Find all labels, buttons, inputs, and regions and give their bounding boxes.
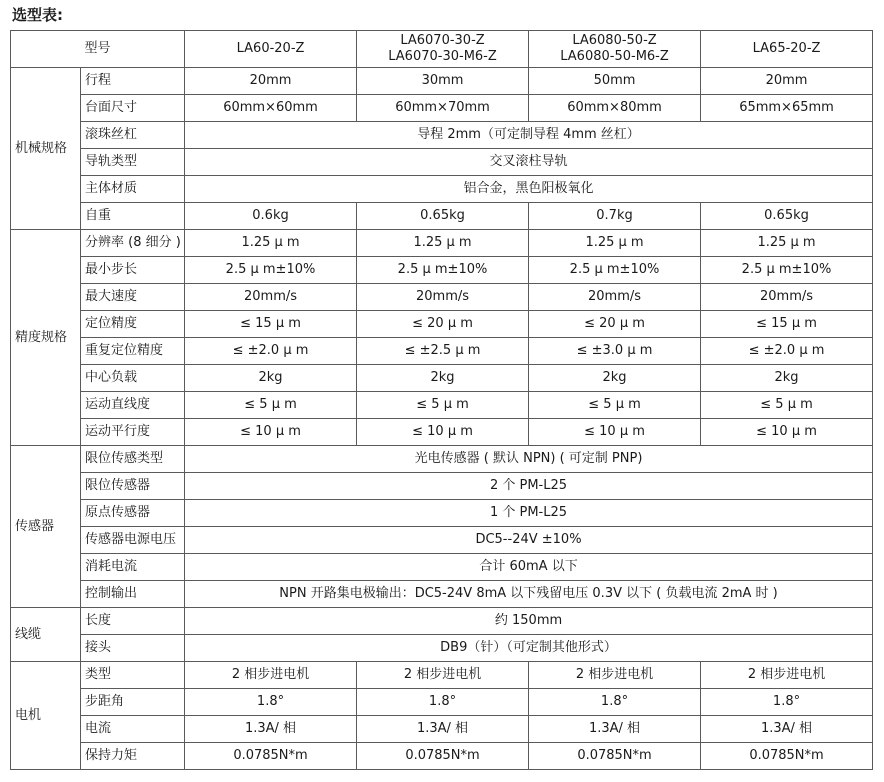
- value-cell: [529, 392, 701, 419]
- cell-value: 65mm×65mm: [739, 100, 834, 115]
- value-cell: [185, 257, 357, 284]
- header-label: 型号: [84, 41, 111, 56]
- param-label-cell: [81, 392, 185, 419]
- shared-value: NPN 开路集电极输出：DC5-24V 8mA 以下残留电压 0.3V 以下 ( 负载电流 2mA 时 ): [279, 586, 778, 601]
- param-label: 主体材质: [85, 181, 138, 196]
- page-title: 选型表:: [12, 6, 63, 24]
- param-label: 长度: [85, 613, 112, 628]
- value-cell: [529, 365, 701, 392]
- cell-value: 1.8°: [256, 694, 285, 709]
- value-cell: [357, 419, 529, 446]
- param-label-cell: [81, 743, 185, 770]
- value-cell: [185, 68, 357, 95]
- cell-value: ≤ ±2.0 μ m: [748, 343, 825, 358]
- shared-value-cell: [185, 581, 873, 608]
- value-cell: [357, 68, 529, 95]
- param-label-cell: [81, 446, 185, 473]
- value-cell: [529, 284, 701, 311]
- table-row: [11, 122, 873, 149]
- param-label-cell: [81, 500, 185, 527]
- value-cell: [529, 338, 701, 365]
- value-cell: [185, 689, 357, 716]
- shared-value-cell: [185, 473, 873, 500]
- param-label: 限位传感类型: [85, 451, 164, 466]
- value-cell: [529, 68, 701, 95]
- table-row: [11, 149, 873, 176]
- value-cell: [357, 392, 529, 419]
- param-label-cell: [81, 68, 185, 95]
- value-cell: [357, 689, 529, 716]
- table-row: [11, 257, 873, 284]
- table-row: [11, 68, 873, 95]
- group-label-cell: [11, 608, 81, 662]
- cell-value: 0.0785N*m: [233, 748, 308, 763]
- value-cell: [185, 338, 357, 365]
- param-label-cell: [81, 473, 185, 500]
- value-cell: [185, 662, 357, 689]
- shared-value-cell: [185, 176, 873, 203]
- table-row: [11, 554, 873, 581]
- param-label-cell: [81, 95, 185, 122]
- table-row: [11, 419, 873, 446]
- param-label-cell: [81, 716, 185, 743]
- param-label-cell: [81, 365, 185, 392]
- value-cell: [357, 95, 529, 122]
- value-cell: [185, 203, 357, 230]
- group-label-cell: [11, 662, 81, 770]
- table-row: [11, 689, 873, 716]
- value-cell: [701, 284, 873, 311]
- value-cell: [529, 257, 701, 284]
- cell-value: 1.25 μ m: [413, 235, 472, 250]
- shared-value: DC5--24V ±10%: [475, 532, 582, 547]
- shared-value-cell: [185, 527, 873, 554]
- value-cell: [357, 716, 529, 743]
- cell-value: ≤ 5 μ m: [588, 397, 641, 412]
- cell-value: 20mm/s: [588, 289, 642, 304]
- cell-value: 1.8°: [600, 694, 629, 709]
- shared-value: 合计 60mA 以下: [479, 559, 578, 574]
- shared-value: 光电传感器 ( 默认 NPN) ( 可定制 PNP): [414, 451, 643, 466]
- param-label: 分辨率 (8 细分 ): [85, 235, 181, 250]
- model-header-cell: [701, 31, 873, 68]
- shared-value-cell: [185, 500, 873, 527]
- value-cell: [185, 419, 357, 446]
- value-cell: [357, 662, 529, 689]
- param-label-cell: [81, 527, 185, 554]
- table-row: [11, 581, 873, 608]
- table-row: [11, 284, 873, 311]
- table-row: [11, 338, 873, 365]
- value-cell: [185, 230, 357, 257]
- value-cell: [357, 338, 529, 365]
- cell-value: 2.5 μ m±10%: [569, 262, 660, 277]
- cell-value: 2 相步进电机: [747, 667, 826, 682]
- cell-value: ≤ ±2.0 μ m: [232, 343, 309, 358]
- param-label: 滚珠丝杠: [85, 127, 138, 142]
- value-cell: [185, 716, 357, 743]
- cell-value: 0.65kg: [420, 208, 465, 223]
- cell-value: 2.5 μ m±10%: [225, 262, 316, 277]
- cell-value: 2.5 μ m±10%: [741, 262, 832, 277]
- cell-value: 0.0785N*m: [405, 748, 480, 763]
- param-label-cell: [81, 230, 185, 257]
- cell-value: ≤ ±3.0 μ m: [576, 343, 653, 358]
- cell-value: 1.25 μ m: [241, 235, 300, 250]
- param-label: 定位精度: [85, 316, 138, 331]
- cell-value: 2 相步进电机: [403, 667, 482, 682]
- param-label: 电流: [85, 721, 112, 736]
- cell-value: ≤ 20 μ m: [584, 316, 645, 331]
- table-row: [11, 608, 873, 635]
- param-label: 运动直线度: [85, 397, 151, 412]
- cell-value: 20mm/s: [416, 289, 470, 304]
- cell-value: 2kg: [602, 370, 627, 385]
- value-cell: [529, 203, 701, 230]
- param-label-cell: [81, 311, 185, 338]
- param-label-cell: [81, 662, 185, 689]
- param-label-cell: [81, 608, 185, 635]
- cell-value: 2.5 μ m±10%: [397, 262, 488, 277]
- table-row: [11, 95, 873, 122]
- value-cell: [701, 365, 873, 392]
- param-label: 类型: [85, 667, 112, 682]
- shared-value: 导程 2mm（可定制导程 4mm 丝杠）: [417, 127, 640, 142]
- group-label-cell: [11, 68, 81, 230]
- param-label-cell: [81, 419, 185, 446]
- model-name: LA60-20-Z: [236, 41, 305, 56]
- value-cell: [701, 716, 873, 743]
- value-cell: [185, 311, 357, 338]
- param-label: 中心负载: [85, 370, 138, 385]
- cell-value: ≤ 5 μ m: [416, 397, 469, 412]
- shared-value: 交叉滚柱导轨: [489, 154, 568, 169]
- model-name: LA65-20-Z: [752, 41, 821, 56]
- cell-value: ≤ 10 μ m: [240, 424, 301, 439]
- cell-value: 50mm: [593, 73, 636, 88]
- value-cell: [701, 230, 873, 257]
- cell-value: ≤ 15 μ m: [756, 316, 817, 331]
- cell-value: 0.7kg: [596, 208, 633, 223]
- param-label-cell: [81, 689, 185, 716]
- cell-value: 20mm/s: [244, 289, 298, 304]
- value-cell: [529, 662, 701, 689]
- value-cell: [185, 743, 357, 770]
- table-row: [11, 716, 873, 743]
- cell-value: 1.3A/ 相: [416, 721, 469, 736]
- model-name: LA6080-50-M6-Z: [560, 49, 669, 64]
- shared-value: 1 个 PM-L25: [489, 505, 568, 520]
- value-cell: [357, 257, 529, 284]
- param-label: 导轨类型: [85, 154, 138, 169]
- table-row: [11, 176, 873, 203]
- cell-value: 1.8°: [772, 694, 801, 709]
- cell-value: ≤ 10 μ m: [412, 424, 473, 439]
- shared-value: 2 个 PM-L25: [489, 478, 568, 493]
- cell-value: ≤ 5 μ m: [760, 397, 813, 412]
- value-cell: [701, 68, 873, 95]
- cell-value: 1.25 μ m: [757, 235, 816, 250]
- cell-value: 2 相步进电机: [575, 667, 654, 682]
- value-cell: [357, 230, 529, 257]
- shared-value-cell: [185, 554, 873, 581]
- shared-value-cell: [185, 149, 873, 176]
- table-row: [11, 473, 873, 500]
- model-header-cell: [185, 31, 357, 68]
- group-label: 线缆: [15, 626, 42, 642]
- param-label-cell: [81, 554, 185, 581]
- cell-value: 1.25 μ m: [585, 235, 644, 250]
- shared-value: 铝合金，黑色阳极氧化: [463, 181, 594, 196]
- model-name: LA6070-30-Z: [400, 33, 485, 48]
- value-cell: [529, 95, 701, 122]
- param-label: 控制输出: [85, 586, 138, 601]
- value-cell: [185, 284, 357, 311]
- shared-value-cell: [185, 122, 873, 149]
- table-row: [11, 230, 873, 257]
- header-label-cell: [11, 31, 185, 68]
- param-label: 传感器电源电压: [85, 532, 177, 547]
- param-label: 步距角: [85, 694, 125, 709]
- value-cell: [357, 743, 529, 770]
- cell-value: 1.8°: [428, 694, 457, 709]
- param-label: 接头: [85, 640, 112, 655]
- table-row: [11, 635, 873, 662]
- cell-value: 30mm: [421, 73, 464, 88]
- value-cell: [529, 230, 701, 257]
- param-label-cell: [81, 122, 185, 149]
- param-label-cell: [81, 149, 185, 176]
- cell-value: 60mm×70mm: [395, 100, 490, 115]
- table-row: [11, 743, 873, 770]
- value-cell: [357, 365, 529, 392]
- cell-value: 2kg: [430, 370, 455, 385]
- cell-value: ≤ ±2.5 μ m: [404, 343, 481, 358]
- cell-value: 20mm: [249, 73, 292, 88]
- param-label: 最小步长: [85, 262, 138, 277]
- cell-value: 20mm: [765, 73, 808, 88]
- header-row: [11, 31, 873, 68]
- value-cell: [701, 311, 873, 338]
- param-label: 重复定位精度: [85, 343, 164, 358]
- model-name: LA6080-50-Z: [572, 33, 657, 48]
- param-label-cell: [81, 203, 185, 230]
- param-label-cell: [81, 257, 185, 284]
- shared-value: DB9（针）（可定制其他形式）: [440, 640, 617, 655]
- group-label: 精度规格: [15, 329, 68, 345]
- value-cell: [701, 689, 873, 716]
- param-label: 台面尺寸: [85, 100, 138, 115]
- param-label: 消耗电流: [85, 559, 138, 574]
- cell-value: 0.0785N*m: [749, 748, 824, 763]
- cell-value: 20mm/s: [760, 289, 814, 304]
- param-label-cell: [81, 284, 185, 311]
- value-cell: [701, 743, 873, 770]
- value-cell: [185, 365, 357, 392]
- table-row: [11, 311, 873, 338]
- value-cell: [701, 95, 873, 122]
- value-cell: [357, 203, 529, 230]
- param-label-cell: [81, 176, 185, 203]
- group-label-cell: [11, 230, 81, 446]
- value-cell: [529, 716, 701, 743]
- table-row: [11, 203, 873, 230]
- param-label: 自重: [85, 208, 112, 223]
- value-cell: [357, 311, 529, 338]
- shared-value: 约 150mm: [494, 613, 563, 628]
- shared-value-cell: [185, 446, 873, 473]
- cell-value: 2kg: [258, 370, 283, 385]
- cell-value: 60mm×60mm: [223, 100, 318, 115]
- param-label: 运动平行度: [85, 424, 151, 439]
- value-cell: [529, 311, 701, 338]
- value-cell: [701, 662, 873, 689]
- cell-value: 1.3A/ 相: [244, 721, 297, 736]
- value-cell: [529, 743, 701, 770]
- spec-table: [10, 30, 873, 770]
- cell-value: ≤ 15 μ m: [240, 316, 301, 331]
- value-cell: [185, 392, 357, 419]
- table-row: [11, 500, 873, 527]
- cell-value: 2kg: [774, 370, 799, 385]
- shared-value-cell: [185, 635, 873, 662]
- param-label-cell: [81, 581, 185, 608]
- cell-value: 2 相步进电机: [231, 667, 310, 682]
- value-cell: [529, 689, 701, 716]
- value-cell: [701, 392, 873, 419]
- cell-value: 1.3A/ 相: [760, 721, 813, 736]
- model-name: LA6070-30-M6-Z: [388, 49, 497, 64]
- shared-value-cell: [185, 608, 873, 635]
- param-label: 保持力矩: [85, 748, 138, 763]
- param-label: 行程: [85, 73, 112, 88]
- cell-value: 60mm×80mm: [567, 100, 662, 115]
- model-header-cell: [529, 31, 701, 68]
- cell-value: 0.65kg: [764, 208, 809, 223]
- value-cell: [701, 203, 873, 230]
- value-cell: [701, 257, 873, 284]
- param-label-cell: [81, 338, 185, 365]
- cell-value: 0.0785N*m: [577, 748, 652, 763]
- group-label: 传感器: [15, 518, 55, 534]
- cell-value: 1.3A/ 相: [588, 721, 641, 736]
- model-header-cell: [357, 31, 529, 68]
- cell-value: ≤ 5 μ m: [244, 397, 297, 412]
- cell-value: ≤ 10 μ m: [584, 424, 645, 439]
- cell-value: ≤ 10 μ m: [756, 424, 817, 439]
- cell-value: ≤ 20 μ m: [412, 316, 473, 331]
- group-label-cell: [11, 446, 81, 608]
- group-label: 机械规格: [15, 140, 68, 156]
- table-row: [11, 662, 873, 689]
- table-row: [11, 392, 873, 419]
- value-cell: [529, 419, 701, 446]
- table-row: [11, 527, 873, 554]
- cell-value: 0.6kg: [252, 208, 289, 223]
- value-cell: [701, 419, 873, 446]
- param-label: 最大速度: [85, 289, 138, 304]
- param-label-cell: [81, 635, 185, 662]
- value-cell: [185, 95, 357, 122]
- table-row: [11, 446, 873, 473]
- param-label: 原点传感器: [85, 505, 151, 520]
- table-row: [11, 365, 873, 392]
- group-label: 电机: [15, 707, 42, 723]
- value-cell: [357, 284, 529, 311]
- param-label: 限位传感器: [85, 478, 151, 493]
- value-cell: [701, 338, 873, 365]
